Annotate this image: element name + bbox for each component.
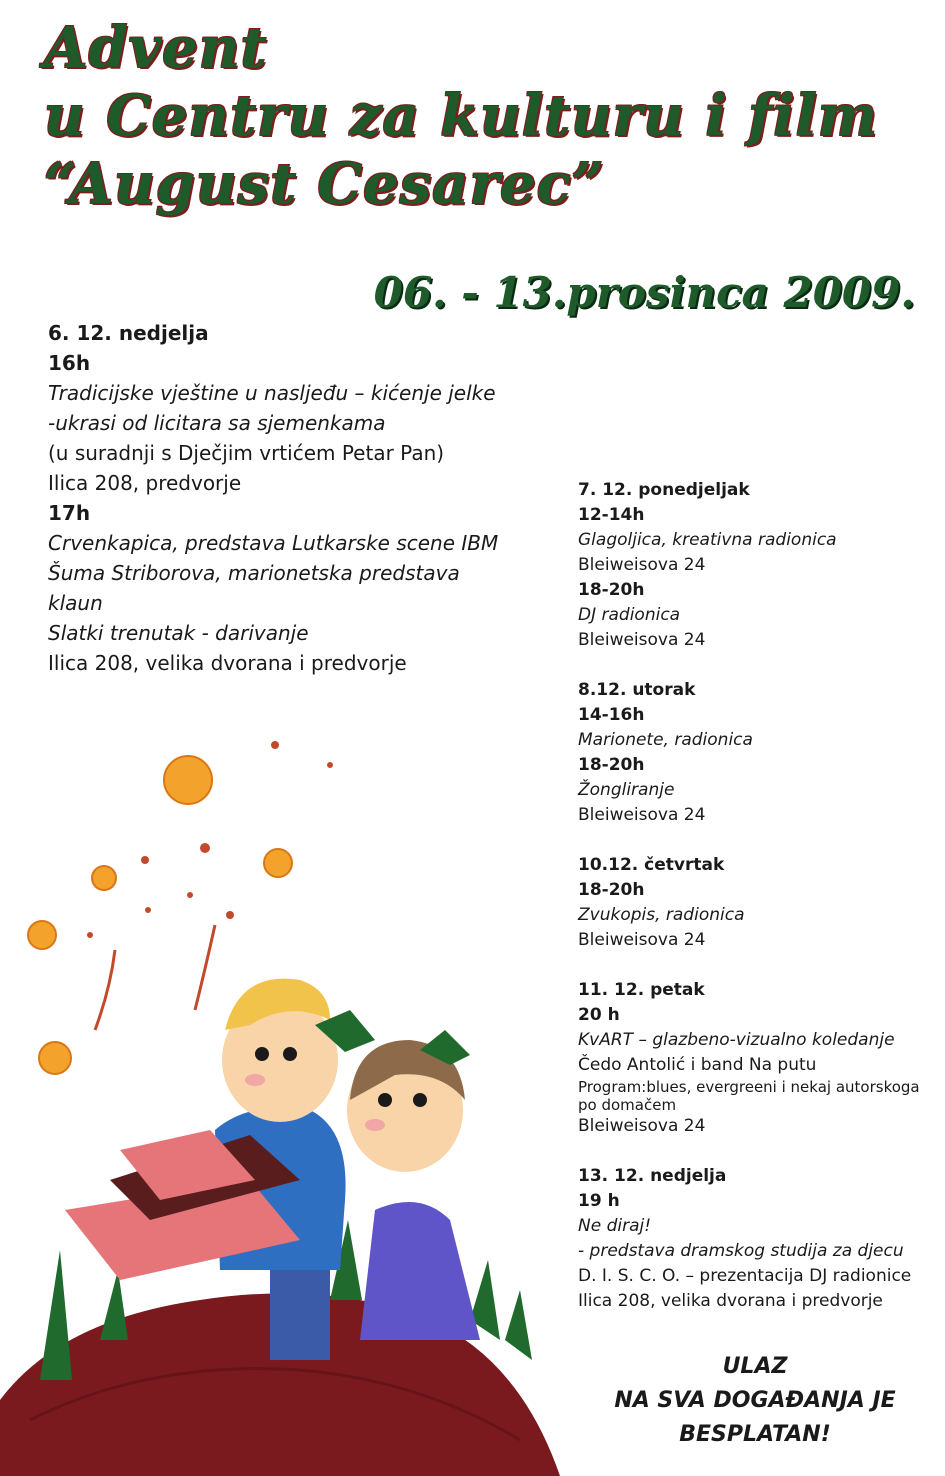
schedule-week	[578, 478, 943, 1339]
event-program: Program:blues, evergreeni i nekaj autorskoga	[578, 1078, 920, 1096]
schedule-day	[578, 853, 943, 953]
title-line-1: Advent	[44, 15, 268, 81]
event-place: Ilica 208, velika dvorana i predvorje	[48, 651, 407, 675]
poster-title	[44, 14, 878, 218]
event-note: (u suradnji s Dječjim vrtićem Petar Pan)	[48, 441, 445, 465]
grass	[40, 1250, 72, 1380]
event-program: po domačem	[578, 1096, 677, 1114]
time: 12-14h	[578, 505, 645, 525]
notice-line: NA SVA DOGAĐANJA JE	[614, 1388, 896, 1413]
day-heading: 10.12. četvrtak	[578, 855, 725, 875]
schedule-day-1	[48, 318, 558, 678]
time: 18-20h	[578, 755, 645, 775]
event-title: Tradicijske vještine u nasljeđu – kićenje jelke	[48, 381, 496, 405]
firework-star	[92, 866, 116, 890]
event-title: Ne diraj!	[578, 1216, 652, 1236]
schedule-day	[578, 478, 943, 653]
day-heading: 8.12. utorak	[578, 680, 696, 700]
time: 18-20h	[578, 880, 645, 900]
event-title: Slatki trenutak - darivanje	[48, 621, 309, 645]
firework-star	[28, 921, 56, 949]
firework-star	[164, 756, 212, 804]
grass	[100, 1270, 128, 1340]
event-title: - predstava dramskog studija za djecu	[578, 1241, 904, 1261]
time: 16h	[48, 351, 91, 375]
event-place: Bleiweisova 24	[578, 930, 706, 950]
event-place: Bleiweisova 24	[578, 630, 706, 650]
day-heading: 11. 12. petak	[578, 980, 705, 1000]
event-place: Bleiweisova 24	[578, 1116, 706, 1136]
event-title: klaun	[48, 591, 103, 615]
day-heading: 13. 12. nedjelja	[578, 1166, 727, 1186]
day-heading: 7. 12. ponedjeljak	[578, 480, 750, 500]
schedule-day	[578, 1164, 943, 1314]
event-title: Marionete, radionica	[578, 730, 753, 750]
event-date-range: 06. - 13.prosinca 2009.	[373, 268, 915, 317]
title-line-3: “August Cesarec”	[44, 151, 605, 217]
grass	[505, 1290, 532, 1360]
event-place: Ilica 208, velika dvorana i predvorje	[578, 1291, 883, 1311]
time: 17h	[48, 501, 91, 525]
time: 18-20h	[578, 580, 645, 600]
firework-star	[39, 1042, 71, 1074]
event-place: Bleiweisova 24	[578, 805, 706, 825]
notice-line: ULAZ	[722, 1354, 788, 1379]
free-entry-notice	[570, 1350, 940, 1452]
event-place: Ilica 208, predvorje	[48, 471, 242, 495]
event-title: Žongliranje	[578, 780, 675, 800]
title-line-2: u Centru za kulturu i film	[44, 83, 879, 149]
schedule-day	[578, 978, 943, 1139]
day-heading: 6. 12. nedjelja	[48, 321, 209, 345]
schedule-day	[578, 678, 943, 828]
notice-line: BESPLATAN!	[679, 1422, 831, 1447]
event-place: Bleiweisova 24	[578, 555, 706, 575]
girl-figure	[347, 1030, 480, 1340]
event-title: Šuma Striborova, marionetska predstava	[48, 561, 460, 585]
time: 19 h	[578, 1191, 620, 1211]
event-performer: Čedo Antolić i band Na putu	[578, 1055, 817, 1075]
event-title: KvART – glazbeno-vizualno koledanje	[578, 1030, 895, 1050]
event-title: DJ radionica	[578, 605, 681, 625]
time: 20 h	[578, 1005, 620, 1025]
event-title: Glagoljica, kreativna radionica	[578, 530, 837, 550]
event-title: D. I. S. C. O. – prezentacija DJ radionice	[578, 1266, 912, 1286]
event-title: Zvukopis, radionica	[578, 905, 745, 925]
time: 14-16h	[578, 705, 645, 725]
event-title: Crvenkapica, predstava Lutkarske scene IBM	[48, 531, 499, 555]
firework-star	[264, 849, 292, 877]
event-title: -ukrasi od licitara sa sjemenkama	[48, 411, 386, 435]
children-illustration	[0, 680, 570, 1476]
